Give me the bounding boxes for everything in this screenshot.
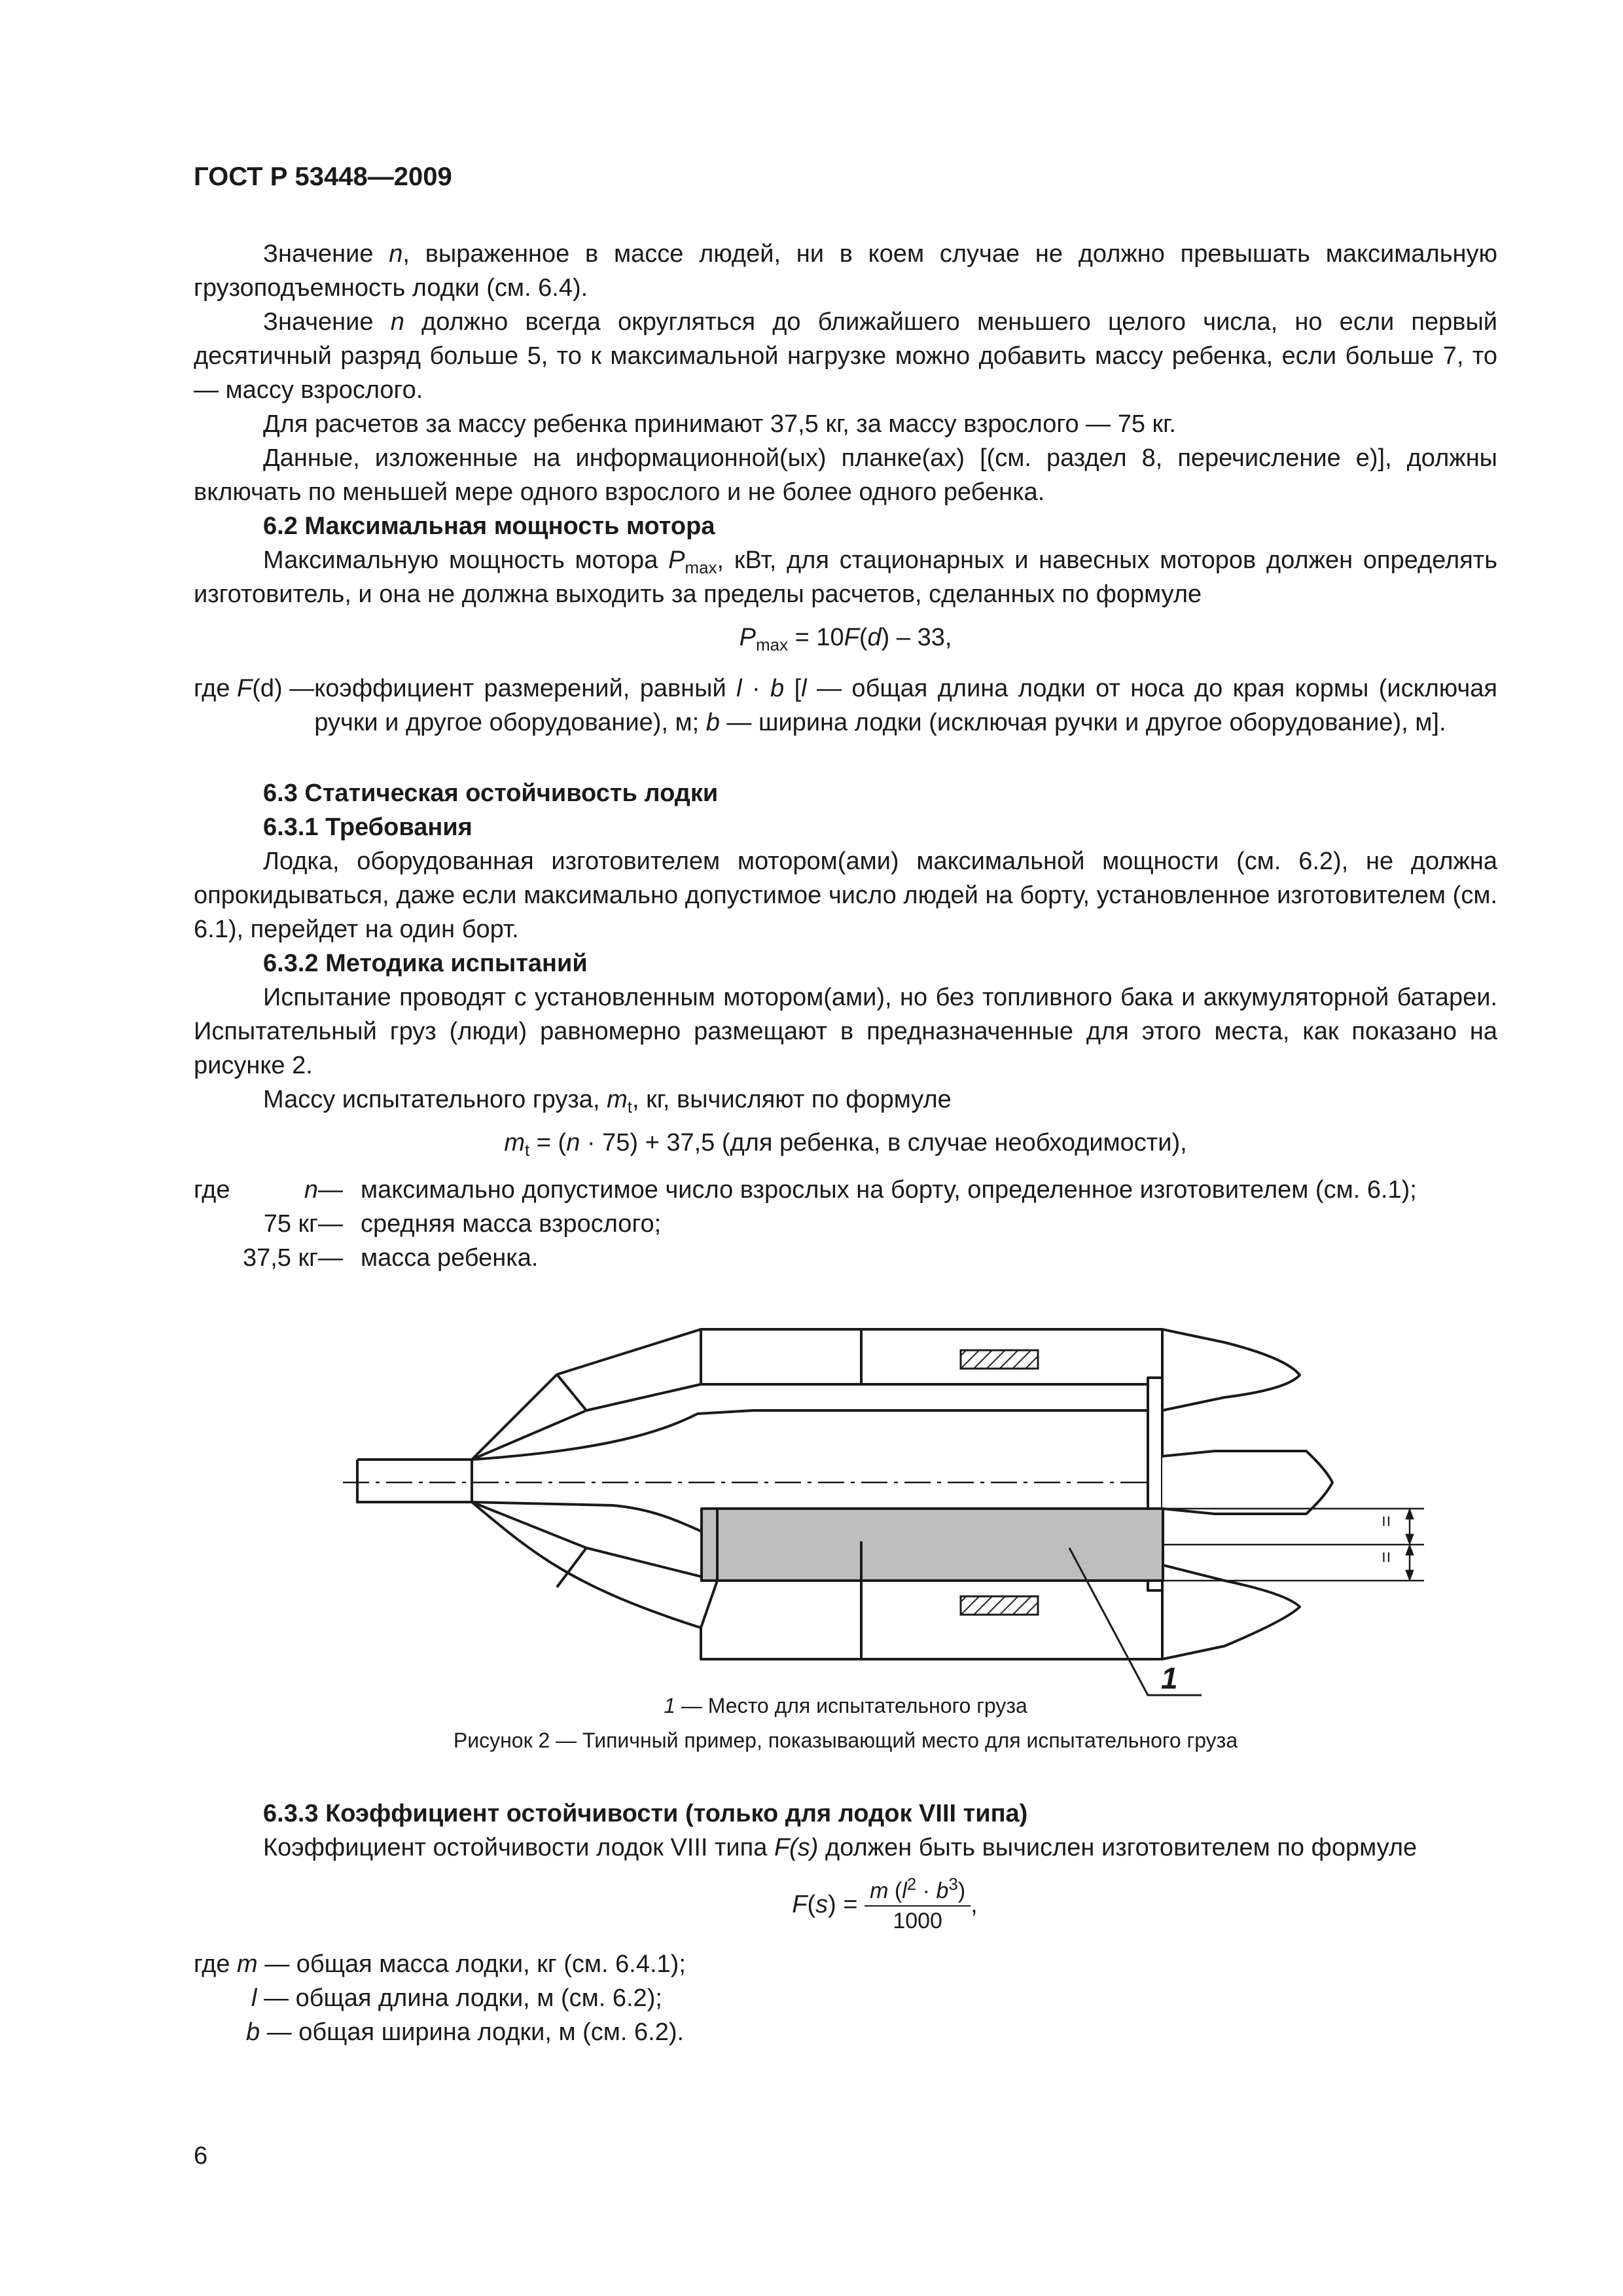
seat-hatch-bottom: [961, 1596, 1038, 1615]
fs-where-row-1: где m — общая масса лодки, кг (см. 6.4.1);: [194, 1950, 686, 1978]
tube-segment: [701, 1581, 717, 1628]
figure-legend: 1 — Место для испытательного груза: [664, 1694, 1027, 1717]
where-term: n: [304, 1176, 318, 1204]
mt-where-row-3: [194, 1241, 1497, 1275]
section-6-2: [194, 509, 1497, 740]
section-6-3-3-heading: 6.3.3 Коэффициент остойчивости (только для лодок VIII типа): [263, 1800, 1028, 1827]
figure-caption: Рисунок 2 — Типичный пример, показывающий место для испытательного груза: [453, 1729, 1238, 1752]
fs-where-row-3: b — общая ширина лодки, м (см. 6.2).: [246, 2018, 685, 2046]
mt-formula: $m_t = (n \cdot 75) + 37,5$ (для ребенка, в случае необходимости),: [504, 1129, 1187, 1160]
section-6-3-2-paragraph-b: Массу испытательного груза, $m_t$, кг, вычисляют по формуле: [263, 1086, 952, 1117]
section-6-3-3-paragraph: Коэффициент остойчивости лодок VIII типа F(s) должен быть вычислен изготовителем по формуле: [263, 1834, 1418, 1861]
section-6-3-2-heading: 6.3.2 Методика испытаний: [263, 950, 588, 977]
pmax-where-clause: [194, 672, 1497, 740]
callout-number: 1: [1161, 1661, 1178, 1695]
dimension-equal-mark: =: [1376, 1551, 1397, 1563]
intro-paragraph-4: Данные, изложенные на информационной(ых) планке(ах) [(см. раздел 8, перечисление е)], должны включать по меньшей мере одного взрослого и не более одного ребенка.: [194, 444, 1497, 506]
boat-diagram: [194, 1280, 1497, 1698]
where-term: 75 кг: [263, 1210, 318, 1238]
section-6-3-1-paragraph: Лодка, оборудованная изготовителем мотором(ами) максимальной мощности (см. 6.2), не должна опрокидываться, даже если максимально допустимое число людей на борту, установленное изготовителем (см. 6.1), перейдет на один борт.: [194, 848, 1497, 943]
standard-header: ГОСТ Р 53448—2009: [194, 162, 452, 191]
section-6-3-1-heading: 6.3.1 Требования: [263, 814, 473, 841]
test-load-area: [702, 1509, 1163, 1581]
dimension-equal-mark: =: [1376, 1515, 1397, 1527]
where-dash: —: [318, 1210, 343, 1238]
section-6-2-paragraph: Максимальную мощность мотора $P_{max}$, кВт, для стационарных и навесных моторов должен определять изготовитель, и она не должна выходить за пределы расчетов, сделанных по формуле: [194, 547, 1497, 608]
fs-fraction: [865, 1876, 971, 1935]
fs-where-list: [194, 1947, 1497, 2049]
intro-section: [194, 237, 1497, 509]
mt-where-list: [194, 1173, 1497, 1275]
mt-where-row-1: [194, 1173, 1497, 1207]
page-number: 6: [194, 2142, 208, 2170]
outboard-motor: [1162, 1451, 1332, 1514]
where-description: масса ребенка.: [361, 1244, 539, 1272]
where-dash: —: [318, 1176, 343, 1204]
where-prefix: где: [194, 1176, 230, 1204]
seat-hatch-top: [961, 1350, 1038, 1369]
section-6-3-heading: 6.3 Статическая остойчивость лодки: [263, 780, 719, 807]
figure-2: [194, 1280, 1497, 1751]
fs-numerator: m $(l^2 \cdot b^3)$: [865, 1876, 971, 1907]
intro-paragraph-2: Значение n должно всегда округляться до ближайшего меньшего целого числа, но если первый десятичный разряд больше 5, то к максимальной нагрузке можно добавить массу ребенка, если больше 7, то — массу взрослого.: [194, 308, 1497, 404]
intro-paragraph-1: Значение n, выраженное в массе людей, ни в коем случае не должно превышать максимальную грузоподъемность лодки (см. 6.4).: [194, 240, 1497, 302]
intro-paragraph-3: Для расчетов за массу ребенка принимают 37,5 кг, за массу взрослого — 75 кг.: [263, 410, 1176, 438]
where-dash: —: [318, 1244, 343, 1272]
section-6-2-heading: 6.2 Максимальная мощность мотора: [263, 512, 715, 540]
fs-formula: F(s) = $\frac{m (l^2 \cdot b^3)}{1000}$ ,: [194, 1876, 1497, 1935]
where-description: коэффициент размерений, равный l · b [l — общая длина лодки от носа до края кормы (исключая ручки и другое оборудование), м; b — ширина лодки (исключая ручки и другое оборудование), м].: [314, 675, 1497, 736]
section-6-3-3: [194, 1797, 1497, 2049]
pmax-formula: $P_{max} = 10F(d) - 33$,: [739, 624, 952, 655]
section-6-3: [194, 776, 1497, 1160]
where-description: средняя масса взрослого;: [361, 1210, 662, 1238]
section-6-3-2-paragraph-a: Испытание проводят с установленным мотором(ами), но без топливного бака и аккумуляторной батареи. Испытательный груз (люди) равномерно размещают в предназначенные для этого места, как показано на рисунке 2.: [194, 984, 1497, 1079]
fs-where-row-2: l — общая длина лодки, м (см. 6.2);: [251, 1984, 662, 2012]
where-term: 37,5 кг: [242, 1244, 318, 1272]
fs-denominator: 1000: [893, 1909, 942, 1933]
document-page: [194, 0, 1497, 2296]
where-term: где F(d) —: [194, 675, 315, 702]
where-description: максимально допустимое число взрослых на борту, определенное изготовителем (см. 6.1);: [361, 1176, 1417, 1204]
mt-where-row-2: [194, 1207, 1497, 1241]
tube-segment: [557, 1374, 586, 1410]
